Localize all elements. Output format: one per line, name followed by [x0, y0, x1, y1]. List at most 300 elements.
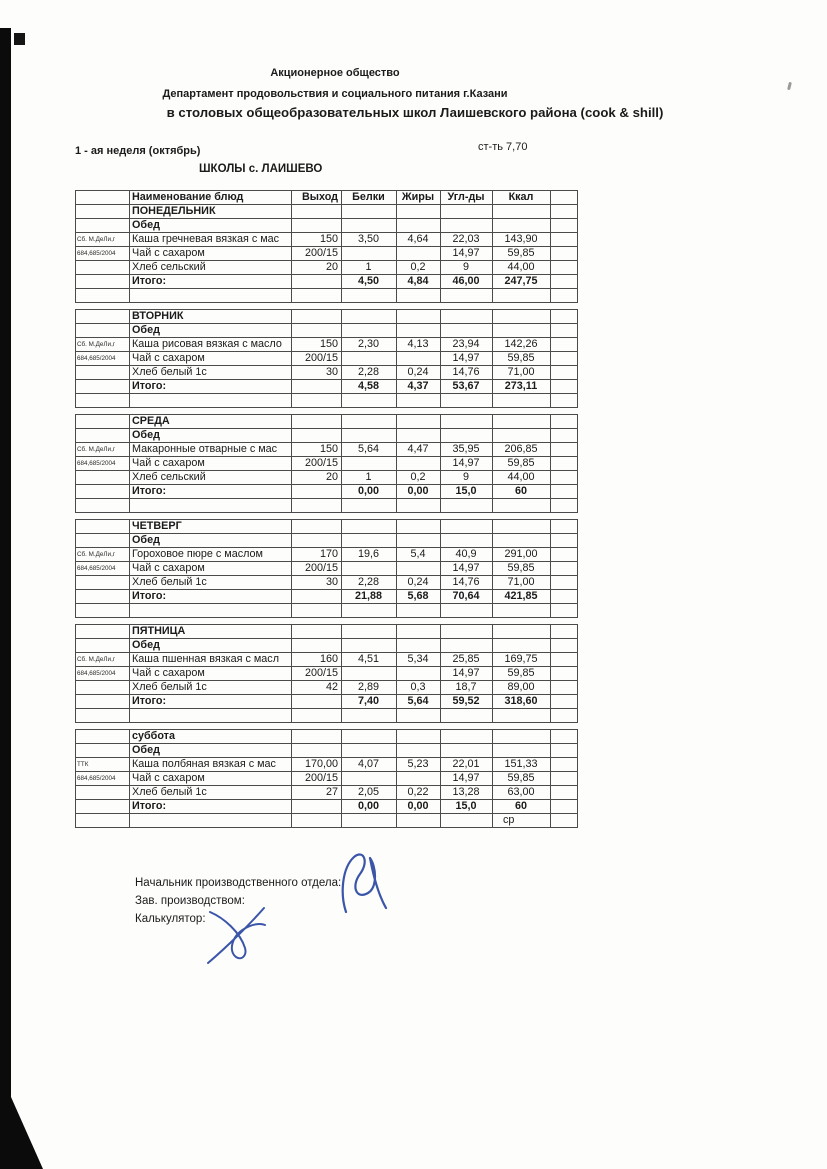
dish-extra-cell — [551, 338, 578, 352]
menu-row-empty — [76, 604, 578, 618]
total-carbs-cell: 15,0 — [441, 485, 493, 499]
day-dish-cell: суббота — [130, 730, 292, 744]
empty-extra-cell — [551, 289, 578, 303]
dish-out-cell: 42 — [292, 681, 342, 695]
total-carbs-cell: 15,0 — [441, 800, 493, 814]
scan-edge-artifact — [0, 28, 11, 1169]
note-carbs-cell — [441, 814, 493, 828]
empty-kcal-cell — [493, 289, 551, 303]
meal-kcal-cell — [493, 534, 551, 548]
dish-out-cell: 160 — [292, 653, 342, 667]
dish-kcal-cell: 143,90 — [493, 233, 551, 247]
dish-protein-cell: 3,50 — [342, 233, 397, 247]
dish-kcal-cell: 71,00 — [493, 366, 551, 380]
total-protein-cell: 7,40 — [342, 695, 397, 709]
header-carbs-cell: Угл-ды — [441, 191, 493, 205]
dish-ref-cell: 684,685/2004 — [76, 772, 130, 786]
dish-out-cell: 200/15 — [292, 772, 342, 786]
day-out-cell — [292, 205, 342, 219]
day-ref-cell — [76, 205, 130, 219]
dish-extra-cell — [551, 247, 578, 261]
meal-out-cell — [292, 744, 342, 758]
dish-kcal-cell: 142,26 — [493, 338, 551, 352]
menu-row-dish — [76, 772, 578, 786]
dish-dish-cell: Чай с сахаром — [130, 772, 292, 786]
doc-title-line2: Департамент продовольствия и социального питания г.Казани — [162, 88, 508, 100]
menu-row-total — [76, 800, 578, 814]
meal-out-cell — [292, 219, 342, 233]
empty-fat-cell — [397, 709, 441, 723]
meal-dish-cell: Обед — [130, 744, 292, 758]
total-out-cell — [292, 485, 342, 499]
dish-extra-cell — [551, 233, 578, 247]
meal-extra-cell — [551, 744, 578, 758]
dish-kcal-cell: 71,00 — [493, 576, 551, 590]
menu-day-block-ПОНЕДЕЛЬНИК — [75, 190, 578, 303]
dish-ref-cell — [76, 471, 130, 485]
total-fat-cell: 4,37 — [397, 380, 441, 394]
total-kcal-cell: 60 — [493, 485, 551, 499]
day-out-cell — [292, 625, 342, 639]
dish-kcal-cell: 59,85 — [493, 457, 551, 471]
dish-dish-cell: Хлеб сельский — [130, 471, 292, 485]
dish-out-cell: 200/15 — [292, 667, 342, 681]
dish-carbs-cell: 14,76 — [441, 576, 493, 590]
empty-protein-cell — [342, 289, 397, 303]
dish-carbs-cell: 23,94 — [441, 338, 493, 352]
dish-out-cell: 27 — [292, 786, 342, 800]
dish-carbs-cell: 14,97 — [441, 667, 493, 681]
menu-row-dish — [76, 681, 578, 695]
total-protein-cell: 4,50 — [342, 275, 397, 289]
empty-fat-cell — [397, 394, 441, 408]
dish-protein-cell — [342, 247, 397, 261]
dish-kcal-cell: 59,85 — [493, 562, 551, 576]
empty-ref-cell — [76, 394, 130, 408]
day-kcal-cell — [493, 730, 551, 744]
day-extra-cell — [551, 310, 578, 324]
day-out-cell — [292, 730, 342, 744]
day-kcal-cell — [493, 520, 551, 534]
day-extra-cell — [551, 520, 578, 534]
dish-extra-cell — [551, 261, 578, 275]
dish-fat-cell — [397, 562, 441, 576]
empty-extra-cell — [551, 394, 578, 408]
dish-fat-cell: 5,34 — [397, 653, 441, 667]
day-fat-cell — [397, 625, 441, 639]
dish-carbs-cell: 9 — [441, 471, 493, 485]
total-carbs-cell: 53,67 — [441, 380, 493, 394]
dish-kcal-cell: 291,00 — [493, 548, 551, 562]
day-carbs-cell — [441, 415, 493, 429]
total-out-cell — [292, 275, 342, 289]
menu-row-dish — [76, 352, 578, 366]
menu-row-day — [76, 205, 578, 219]
header-kcal-cell: Ккал — [493, 191, 551, 205]
total-fat-cell: 4,84 — [397, 275, 441, 289]
meal-carbs-cell — [441, 744, 493, 758]
dish-protein-cell: 2,89 — [342, 681, 397, 695]
dish-out-cell: 200/15 — [292, 562, 342, 576]
dish-carbs-cell: 14,97 — [441, 562, 493, 576]
dish-carbs-cell: 40,9 — [441, 548, 493, 562]
total-extra-cell — [551, 590, 578, 604]
dish-kcal-cell: 89,00 — [493, 681, 551, 695]
day-kcal-cell — [493, 415, 551, 429]
menu-row-day — [76, 310, 578, 324]
dish-carbs-cell: 25,85 — [441, 653, 493, 667]
day-carbs-cell — [441, 310, 493, 324]
total-extra-cell — [551, 800, 578, 814]
menu-row-dish — [76, 562, 578, 576]
day-protein-cell — [342, 730, 397, 744]
doc-title-line3: в столовых общеобразовательных школ Лаишевского района (cook & shill) — [166, 105, 664, 120]
menu-row-dish — [76, 233, 578, 247]
menu-row-empty — [76, 709, 578, 723]
dish-carbs-cell: 22,01 — [441, 758, 493, 772]
day-ref-cell — [76, 415, 130, 429]
menu-day-block-ЧЕТВЕРГ — [75, 519, 578, 618]
meal-carbs-cell — [441, 324, 493, 338]
day-dish-cell: ВТОРНИК — [130, 310, 292, 324]
day-extra-cell — [551, 730, 578, 744]
day-dish-cell: СРЕДА — [130, 415, 292, 429]
dish-fat-cell: 4,47 — [397, 443, 441, 457]
dish-kcal-cell: 169,75 — [493, 653, 551, 667]
dish-ref-cell — [76, 261, 130, 275]
footer-line-calculator: Калькулятор: — [135, 913, 206, 925]
empty-fat-cell — [397, 604, 441, 618]
dish-protein-cell — [342, 457, 397, 471]
total-protein-cell: 4,58 — [342, 380, 397, 394]
dish-dish-cell: Чай с сахаром — [130, 247, 292, 261]
dish-carbs-cell: 14,97 — [441, 457, 493, 471]
dish-ref-cell: 684,685/2004 — [76, 562, 130, 576]
menu-row-dish — [76, 338, 578, 352]
empty-protein-cell — [342, 709, 397, 723]
dish-dish-cell: Каша рисовая вязкая с масло — [130, 338, 292, 352]
dish-ref-cell: Сб. М.ДеЛи,г — [76, 548, 130, 562]
dish-extra-cell — [551, 681, 578, 695]
cost-label: ст-ть 7,70 — [478, 141, 528, 153]
menu-row-total — [76, 695, 578, 709]
dish-protein-cell: 2,28 — [342, 576, 397, 590]
footer-line-production-head: Начальник производственного отдела: — [135, 877, 342, 889]
total-dish-cell: Итого: — [130, 800, 292, 814]
empty-ref-cell — [76, 709, 130, 723]
dish-dish-cell: Хлеб белый 1с — [130, 366, 292, 380]
menu-row-total — [76, 380, 578, 394]
dish-extra-cell — [551, 758, 578, 772]
meal-fat-cell — [397, 534, 441, 548]
dish-dish-cell: Макаронные отварные с мас — [130, 443, 292, 457]
dish-kcal-cell: 44,00 — [493, 261, 551, 275]
dish-ref-cell: ТТК — [76, 758, 130, 772]
day-carbs-cell — [441, 625, 493, 639]
total-fat-cell: 0,00 — [397, 485, 441, 499]
day-dish-cell: ПОНЕДЕЛЬНИК — [130, 205, 292, 219]
empty-fat-cell — [397, 499, 441, 513]
day-out-cell — [292, 415, 342, 429]
dish-dish-cell: Чай с сахаром — [130, 352, 292, 366]
dish-extra-cell — [551, 471, 578, 485]
empty-dish-cell — [130, 289, 292, 303]
empty-dish-cell — [130, 604, 292, 618]
total-protein-cell: 0,00 — [342, 800, 397, 814]
meal-kcal-cell — [493, 429, 551, 443]
empty-protein-cell — [342, 499, 397, 513]
dish-dish-cell: Хлеб белый 1с — [130, 681, 292, 695]
menu-row-dish — [76, 576, 578, 590]
total-carbs-cell: 70,64 — [441, 590, 493, 604]
school-label: ШКОЛЫ с. ЛАИШЕВО — [199, 163, 323, 175]
dish-dish-cell: Хлеб сельский — [130, 261, 292, 275]
dish-ref-cell: 684,685/2004 — [76, 247, 130, 261]
dish-out-cell: 30 — [292, 366, 342, 380]
meal-out-cell — [292, 429, 342, 443]
dish-protein-cell — [342, 562, 397, 576]
note-dish-cell — [130, 814, 292, 828]
week-label: 1 - ая неделя (октябрь) — [75, 145, 201, 157]
meal-kcal-cell — [493, 744, 551, 758]
note-kcal-cell: ср — [493, 814, 551, 828]
day-extra-cell — [551, 205, 578, 219]
header-extra-cell — [551, 191, 578, 205]
total-kcal-cell: 247,75 — [493, 275, 551, 289]
dish-fat-cell: 5,23 — [397, 758, 441, 772]
empty-kcal-cell — [493, 499, 551, 513]
header-ref-cell — [76, 191, 130, 205]
doc-title-line1: Акционерное общество — [270, 67, 400, 79]
meal-ref-cell — [76, 534, 130, 548]
empty-extra-cell — [551, 709, 578, 723]
dish-fat-cell — [397, 772, 441, 786]
menu-row-meal — [76, 219, 578, 233]
dish-extra-cell — [551, 366, 578, 380]
dish-extra-cell — [551, 772, 578, 786]
empty-extra-cell — [551, 604, 578, 618]
meal-dish-cell: Обед — [130, 324, 292, 338]
dish-extra-cell — [551, 786, 578, 800]
total-extra-cell — [551, 275, 578, 289]
day-kcal-cell — [493, 625, 551, 639]
dish-carbs-cell: 35,95 — [441, 443, 493, 457]
menu-day-block-суббота — [75, 729, 578, 828]
total-kcal-cell: 421,85 — [493, 590, 551, 604]
meal-extra-cell — [551, 324, 578, 338]
total-dish-cell: Итого: — [130, 590, 292, 604]
dish-kcal-cell: 206,85 — [493, 443, 551, 457]
day-fat-cell — [397, 520, 441, 534]
menu-row-dish — [76, 667, 578, 681]
menu-row-dish — [76, 261, 578, 275]
dish-ref-cell — [76, 786, 130, 800]
dish-carbs-cell: 22,03 — [441, 233, 493, 247]
total-out-cell — [292, 380, 342, 394]
total-dish-cell: Итого: — [130, 695, 292, 709]
empty-kcal-cell — [493, 394, 551, 408]
signature-ink-manager — [332, 850, 394, 918]
meal-extra-cell — [551, 429, 578, 443]
day-protein-cell — [342, 415, 397, 429]
empty-extra-cell — [551, 499, 578, 513]
total-out-cell — [292, 590, 342, 604]
dish-protein-cell — [342, 772, 397, 786]
menu-row-total — [76, 590, 578, 604]
meal-protein-cell — [342, 219, 397, 233]
meal-fat-cell — [397, 324, 441, 338]
day-carbs-cell — [441, 520, 493, 534]
dish-protein-cell — [342, 352, 397, 366]
header-protein-cell: Белки — [342, 191, 397, 205]
total-out-cell — [292, 695, 342, 709]
dish-ref-cell: 684,685/2004 — [76, 457, 130, 471]
empty-ref-cell — [76, 604, 130, 618]
dish-carbs-cell: 14,97 — [441, 772, 493, 786]
meal-dish-cell: Обед — [130, 429, 292, 443]
dish-fat-cell: 5,4 — [397, 548, 441, 562]
dish-kcal-cell: 59,85 — [493, 772, 551, 786]
dish-dish-cell: Хлеб белый 1с — [130, 786, 292, 800]
empty-out-cell — [292, 499, 342, 513]
menu-row-dish — [76, 366, 578, 380]
dish-protein-cell: 2,28 — [342, 366, 397, 380]
dish-ref-cell — [76, 366, 130, 380]
total-protein-cell: 21,88 — [342, 590, 397, 604]
dish-extra-cell — [551, 667, 578, 681]
menu-table-area — [75, 190, 578, 834]
menu-row-meal — [76, 534, 578, 548]
day-protein-cell — [342, 625, 397, 639]
menu-row-day — [76, 625, 578, 639]
dish-dish-cell: Гороховое пюре с маслом — [130, 548, 292, 562]
total-kcal-cell: 60 — [493, 800, 551, 814]
footer-line-production-manager: Зав. производством: — [135, 895, 245, 907]
day-out-cell — [292, 520, 342, 534]
total-dish-cell: Итого: — [130, 485, 292, 499]
meal-carbs-cell — [441, 219, 493, 233]
empty-ref-cell — [76, 499, 130, 513]
total-fat-cell: 5,68 — [397, 590, 441, 604]
menu-row-day — [76, 415, 578, 429]
meal-protein-cell — [342, 639, 397, 653]
day-dish-cell: ЧЕТВЕРГ — [130, 520, 292, 534]
empty-carbs-cell — [441, 499, 493, 513]
meal-ref-cell — [76, 744, 130, 758]
header-fat-cell: Жиры — [397, 191, 441, 205]
header-out-cell: Выход — [292, 191, 342, 205]
day-fat-cell — [397, 310, 441, 324]
total-out-cell — [292, 800, 342, 814]
meal-fat-cell — [397, 639, 441, 653]
dish-out-cell: 170 — [292, 548, 342, 562]
menu-row-empty — [76, 499, 578, 513]
dish-dish-cell: Чай с сахаром — [130, 562, 292, 576]
menu-row-dish — [76, 471, 578, 485]
dish-ref-cell: Сб. М.ДеЛи,г — [76, 233, 130, 247]
note-out-cell — [292, 814, 342, 828]
dish-dish-cell: Каша пшенная вязкая с масл — [130, 653, 292, 667]
total-carbs-cell: 59,52 — [441, 695, 493, 709]
dish-extra-cell — [551, 653, 578, 667]
dish-out-cell: 200/15 — [292, 247, 342, 261]
dish-fat-cell: 0,2 — [397, 261, 441, 275]
dish-protein-cell: 2,05 — [342, 786, 397, 800]
day-protein-cell — [342, 310, 397, 324]
total-ref-cell — [76, 695, 130, 709]
dish-ref-cell: 684,685/2004 — [76, 667, 130, 681]
day-protein-cell — [342, 520, 397, 534]
empty-carbs-cell — [441, 394, 493, 408]
empty-protein-cell — [342, 604, 397, 618]
dish-kcal-cell: 59,85 — [493, 667, 551, 681]
meal-out-cell — [292, 639, 342, 653]
dish-kcal-cell: 59,85 — [493, 352, 551, 366]
day-carbs-cell — [441, 730, 493, 744]
menu-row-dish — [76, 653, 578, 667]
empty-out-cell — [292, 289, 342, 303]
dish-protein-cell — [342, 667, 397, 681]
meal-kcal-cell — [493, 639, 551, 653]
dish-ref-cell — [76, 681, 130, 695]
dish-out-cell: 170,00 — [292, 758, 342, 772]
meal-extra-cell — [551, 639, 578, 653]
day-carbs-cell — [441, 205, 493, 219]
dish-kcal-cell: 44,00 — [493, 471, 551, 485]
dish-fat-cell: 4,13 — [397, 338, 441, 352]
meal-dish-cell: Обед — [130, 219, 292, 233]
dish-protein-cell: 19,6 — [342, 548, 397, 562]
dish-out-cell: 20 — [292, 471, 342, 485]
total-dish-cell: Итого: — [130, 275, 292, 289]
meal-dish-cell: Обед — [130, 534, 292, 548]
note-fat-cell — [397, 814, 441, 828]
total-dish-cell: Итого: — [130, 380, 292, 394]
meal-carbs-cell — [441, 429, 493, 443]
total-fat-cell: 0,00 — [397, 800, 441, 814]
scan-speck-artifact — [787, 82, 792, 90]
note-protein-cell — [342, 814, 397, 828]
dish-dish-cell: Хлеб белый 1с — [130, 576, 292, 590]
dish-fat-cell — [397, 457, 441, 471]
dish-out-cell: 150 — [292, 233, 342, 247]
scan-square-artifact — [14, 33, 25, 45]
dish-carbs-cell: 9 — [441, 261, 493, 275]
dish-fat-cell — [397, 247, 441, 261]
total-extra-cell — [551, 380, 578, 394]
day-ref-cell — [76, 520, 130, 534]
meal-extra-cell — [551, 219, 578, 233]
dish-out-cell: 200/15 — [292, 457, 342, 471]
meal-ref-cell — [76, 639, 130, 653]
empty-carbs-cell — [441, 709, 493, 723]
meal-ref-cell — [76, 324, 130, 338]
dish-ref-cell: Сб. М.ДеЛи,г — [76, 443, 130, 457]
menu-row-note — [76, 814, 578, 828]
dish-fat-cell: 4,64 — [397, 233, 441, 247]
day-kcal-cell — [493, 205, 551, 219]
meal-carbs-cell — [441, 534, 493, 548]
day-dish-cell: ПЯТНИЦА — [130, 625, 292, 639]
dish-fat-cell: 0,3 — [397, 681, 441, 695]
day-kcal-cell — [493, 310, 551, 324]
day-fat-cell — [397, 415, 441, 429]
menu-row-header — [76, 191, 578, 205]
note-ref-cell — [76, 814, 130, 828]
menu-row-empty — [76, 289, 578, 303]
dish-protein-cell: 2,30 — [342, 338, 397, 352]
menu-row-dish — [76, 247, 578, 261]
